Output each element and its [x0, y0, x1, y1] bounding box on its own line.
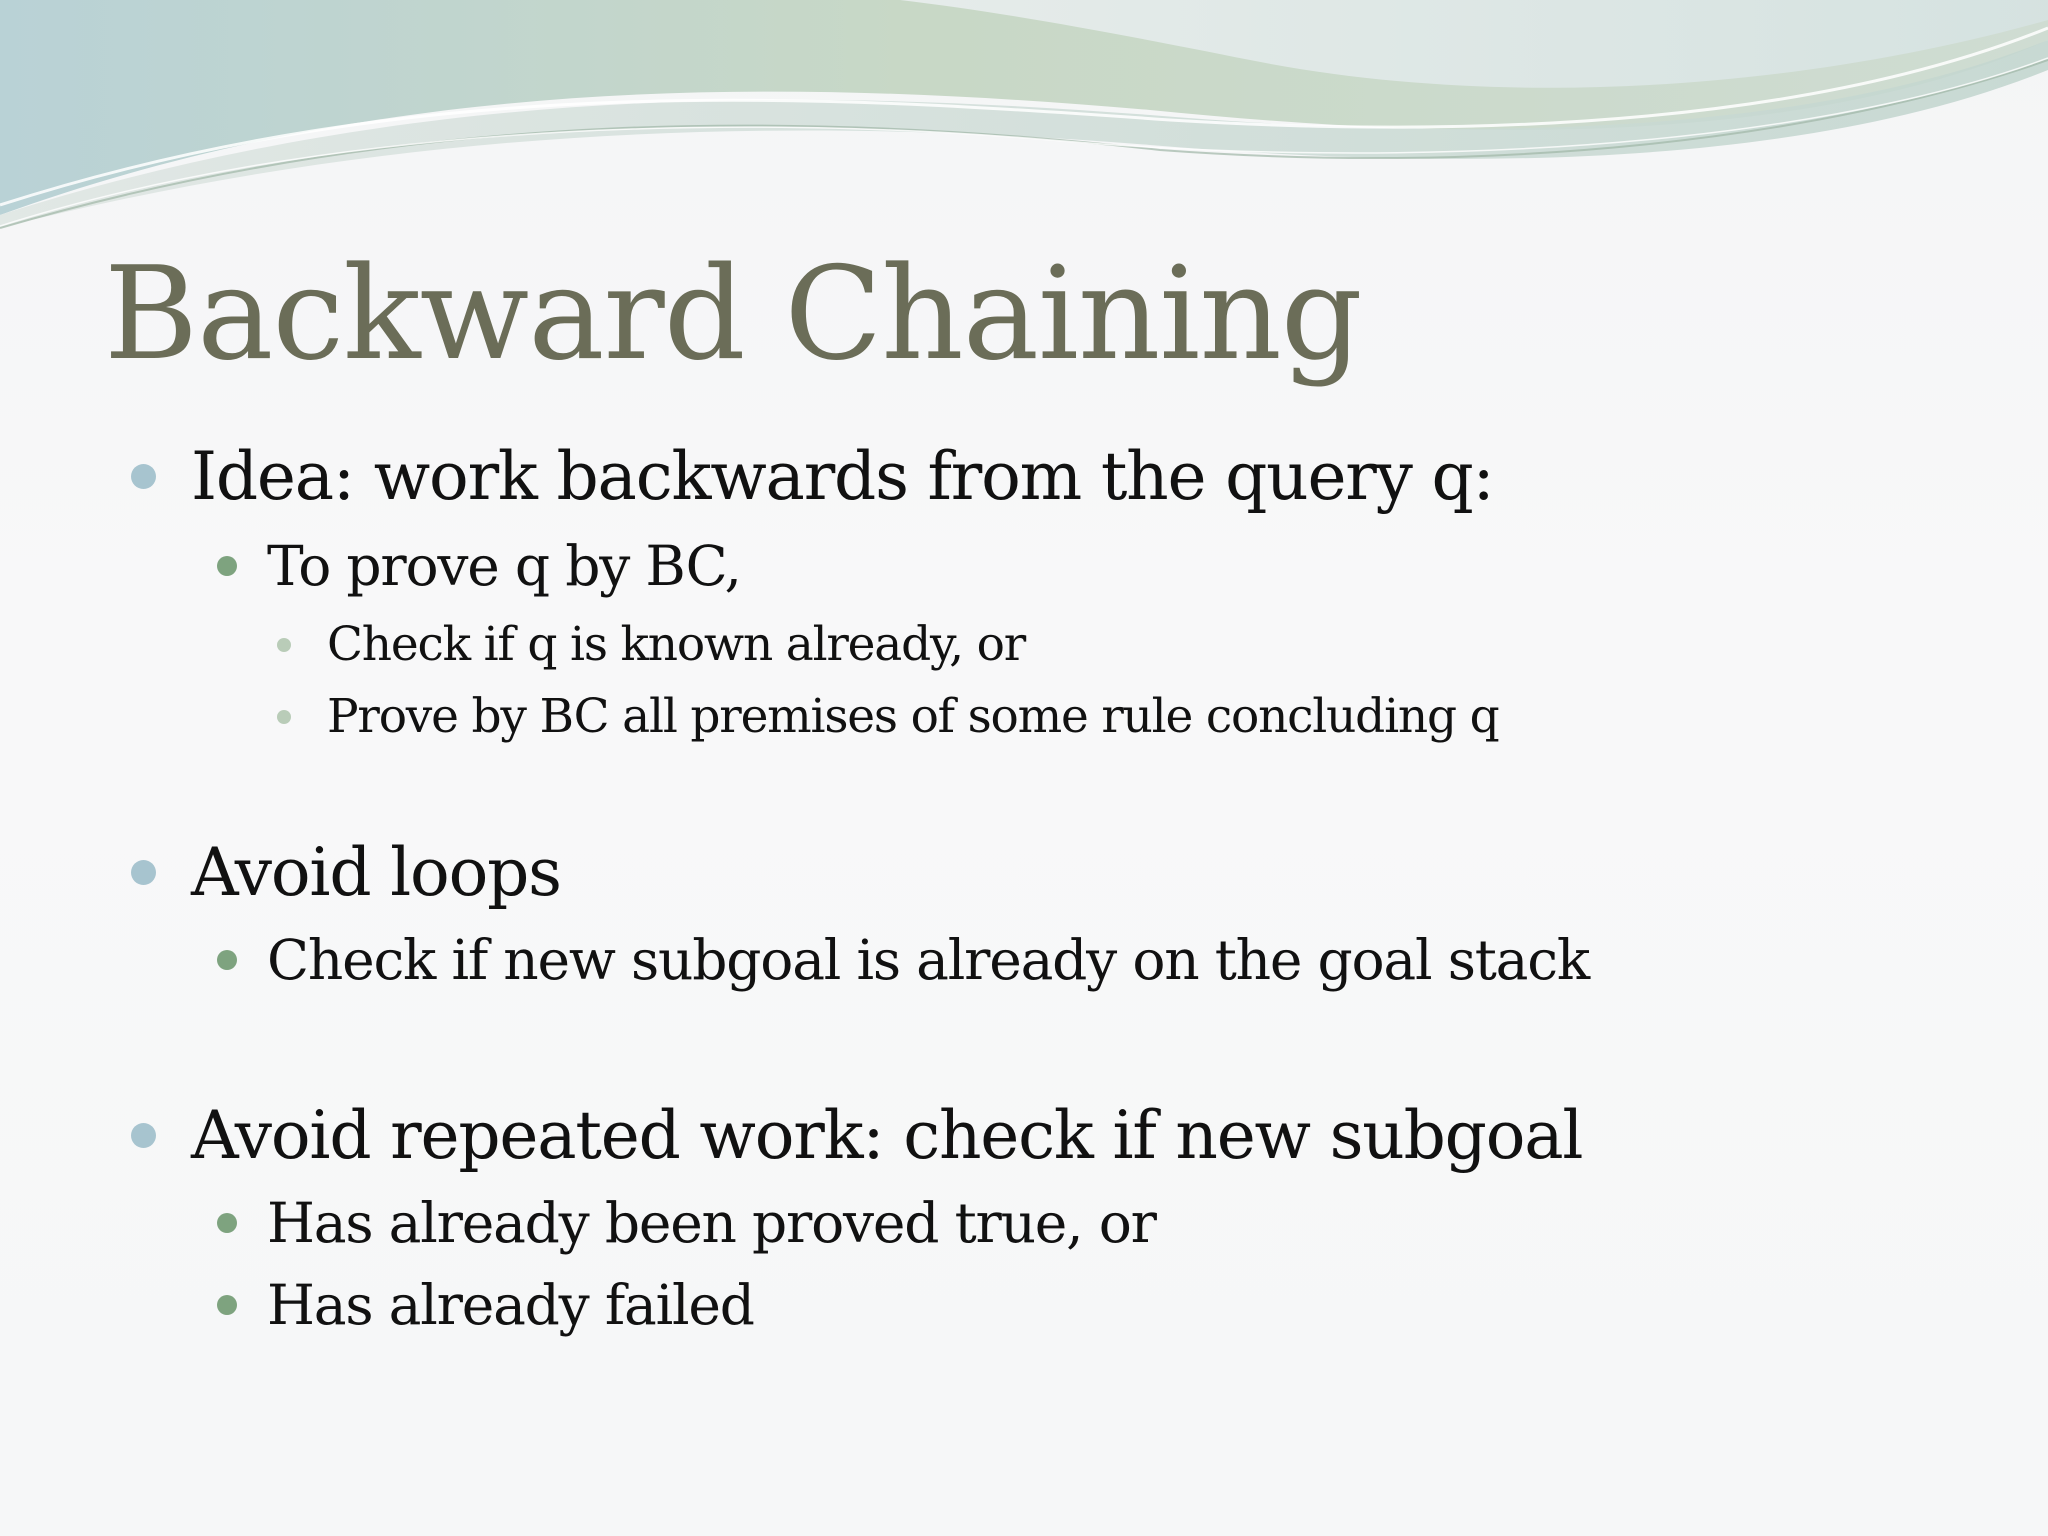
- bullet-text: To prove q by BC,: [267, 534, 741, 598]
- bullet-dot-icon: [277, 638, 291, 652]
- bullet-goal-stack: [217, 928, 1589, 992]
- bullet-text: Check if new subgoal is already on the goal stack: [267, 928, 1589, 992]
- bullet-dot-icon: [277, 710, 291, 724]
- bullet-prove-premises: [277, 689, 1498, 744]
- bullet-avoid-loops: [131, 834, 561, 911]
- bullet-already-failed: [217, 1273, 754, 1337]
- bullet-text: Check if q is known already, or: [327, 617, 1025, 672]
- header-wave-decoration: [0, 0, 2048, 240]
- bullet-dot-icon: [131, 464, 156, 489]
- bullet-text: Avoid loops: [191, 834, 561, 911]
- bullet-text: Avoid repeated work: check if new subgoal: [191, 1097, 1583, 1174]
- bullet-dot-icon: [217, 1295, 237, 1315]
- bullet-text: Has already failed: [267, 1273, 754, 1337]
- bullet-dot-icon: [217, 950, 237, 970]
- bullet-dot-icon: [217, 556, 237, 576]
- bullet-proved-true: [217, 1191, 1156, 1255]
- bullet-dot-icon: [217, 1213, 237, 1233]
- bullet-check-known: [277, 617, 1025, 672]
- bullet-text: Prove by BC all premises of some rule concluding q: [327, 689, 1499, 744]
- bullet-dot-icon: [131, 1123, 156, 1148]
- bullet-to-prove: [217, 534, 741, 598]
- slide-title: Backward Chaining: [104, 240, 1362, 389]
- bullet-dot-icon: [131, 860, 156, 885]
- bullet-avoid-repeated-work: [131, 1097, 1582, 1174]
- bullet-text: Idea: work backwards from the query q:: [191, 438, 1494, 515]
- bullet-text: Has already been proved true, or: [267, 1191, 1156, 1255]
- bullet-idea: [131, 438, 1494, 515]
